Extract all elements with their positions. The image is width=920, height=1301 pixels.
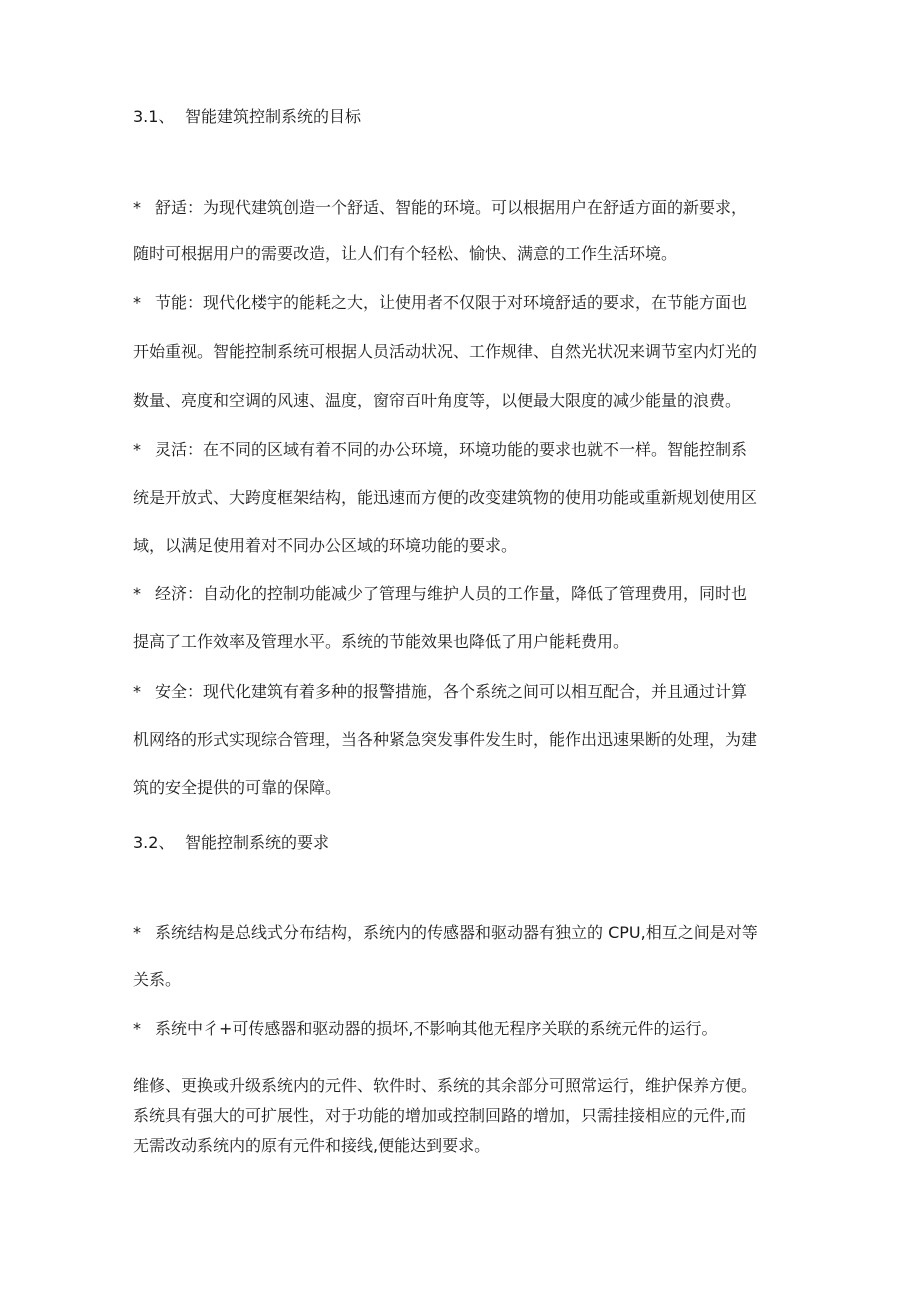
- goal-flexible-line-3: 域，以满足使用着对不同办公区域的环境功能的要求。: [133, 536, 518, 555]
- closing-line-3: 无需改动系统内的原有元件和接线,便能达到要求。: [133, 1136, 491, 1155]
- section-heading-3-2: [133, 831, 329, 855]
- bullet-marker: *: [133, 198, 141, 217]
- closing-line-1: 维修、更换或升级系统内的元件、软件时、系统的其余部分可照常运行，维护保养方便。: [133, 1076, 758, 1095]
- closing-line-2: 系统具有强大的可扩展性，对于功能的增加或控制回路的增加，只需挂接相应的元件,而: [133, 1106, 747, 1125]
- bullet-marker: *: [133, 440, 141, 459]
- goal-energy-line-3: 数量、亮度和空调的风速、温度，窗帘百叶角度等，以便最大限度的减少能量的浪费。: [133, 391, 742, 410]
- goal-economy-line-1: * 经济：自动化的控制功能减少了管理与维护人员的工作量，降低了管理费用，同时也: [133, 582, 747, 606]
- goal-economy-line-2: 提高了工作效率及管理水平。系统的节能效果也降低了用户能耗费用。: [133, 632, 630, 651]
- goal-energy-line-1: * 节能：现代化楼宇的能耗之大，让使用者不仅限于对环境舒适的要求，在节能方面也: [133, 291, 747, 315]
- bullet-marker: *: [133, 584, 141, 603]
- bullet-marker: *: [133, 682, 141, 701]
- goal-flexible-line-2: 统是开放式、大跨度框架结构，能迅速而方便的改变建筑物的使用功能或重新规划使用区: [133, 488, 758, 507]
- section-title: 智能控制系统的要求: [185, 833, 330, 852]
- goal-comfort-line-1: * 舒适：为现代建筑创造一个舒适、智能的环境。可以根据用户在舒适方面的新要求，: [133, 196, 747, 220]
- requirement-bus-line-2: 关系。: [133, 970, 182, 989]
- goal-comfort-line-2: 随时可根据用户的需要改造，让人们有个轻松、愉快、满意的工作生活环境。: [133, 244, 678, 263]
- requirement-fault-line-1: * 系统中彳+可传感器和驱动器的损坏,不影响其他无程序关联的系统元件的运行。: [133, 1017, 718, 1041]
- section-number: 3.1、: [133, 107, 175, 126]
- bullet-marker: *: [133, 923, 141, 942]
- section-title: 智能建筑控制系统的目标: [185, 107, 362, 126]
- goal-flexible-line-1: * 灵活：在不同的区域有着不同的办公环境，环境功能的要求也就不一样。智能控制系: [133, 438, 747, 462]
- goal-safety-line-3: 筑的安全提供的可靠的保障。: [133, 778, 342, 797]
- bullet-marker: *: [133, 1019, 141, 1038]
- bullet-marker: *: [133, 293, 141, 312]
- goal-safety-line-2: 机网络的形式实现综合管理，当各种紧急突发事件发生时，能作出迅速果断的处理，为建: [133, 730, 758, 749]
- section-heading-3-1: [133, 105, 361, 129]
- goal-energy-line-2: 开始重视。智能控制系统可根据人员活动状况、工作规律、自然光状况来调节室内灯光的: [133, 342, 758, 361]
- goal-safety-line-1: * 安全：现代化建筑有着多种的报警措施，各个系统之间可以相互配合，并且通过计算: [133, 680, 747, 704]
- requirement-bus-line-1: * 系统结构是总线式分布结构，系统内的传感器和驱动器有独立的 CPU,相互之间是对等: [133, 921, 758, 945]
- section-number: 3.2、: [133, 833, 175, 852]
